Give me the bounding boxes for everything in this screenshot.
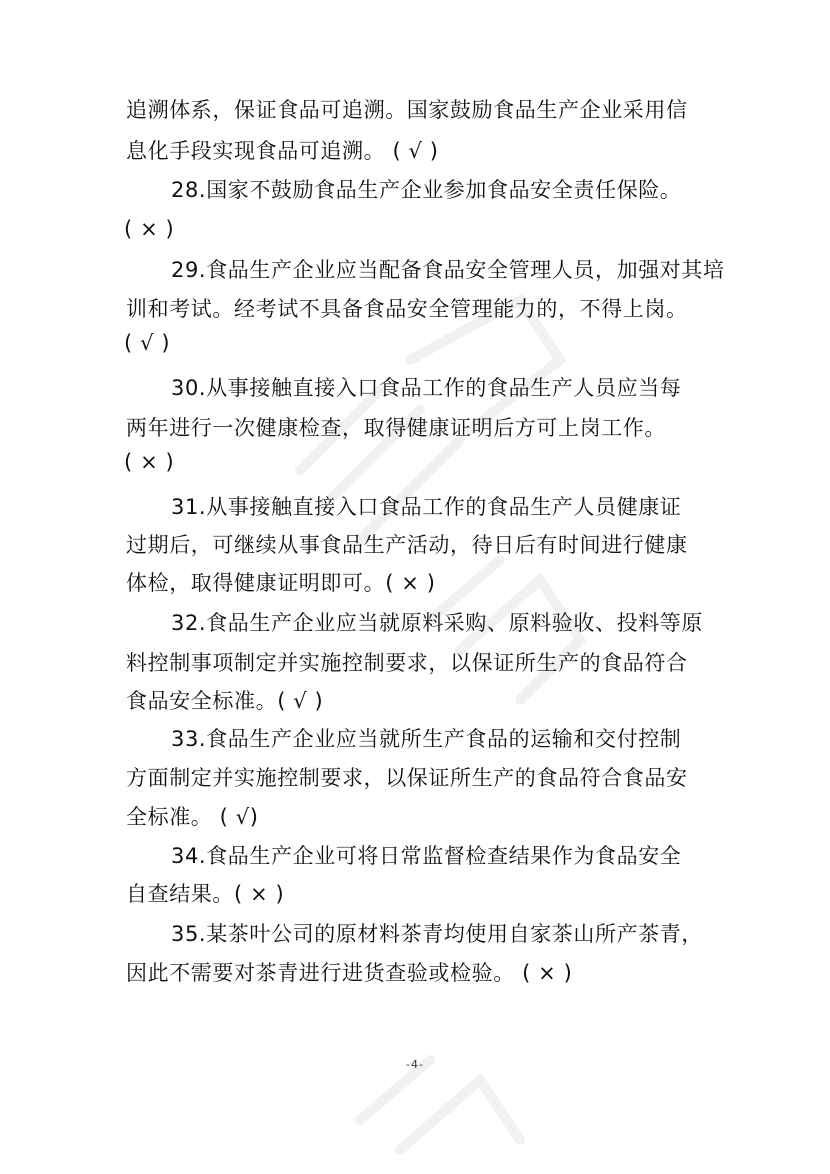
text-line: 自查结果。( × ) (126, 882, 285, 906)
text-line: 训和考试。经考试不具备食品安全管理能力的，不得上岗。 (126, 297, 688, 321)
text-line: 全标准。 ( √) (126, 805, 259, 829)
text-line: 追溯体系，保证食品可追溯。国家鼓励食品生产企业采用信 (126, 98, 688, 122)
question-33: 33.食品生产企业应当就所生产食品的运输和交付控制 (171, 727, 682, 751)
question-29: 29.食品生产企业应当配备食品安全管理人员，加强对其培 (171, 258, 725, 282)
question-31: 31.从事接触直接入口食品工作的食品生产人员健康证 (171, 495, 682, 519)
text-line: 食品安全标准。( √ ) (126, 689, 324, 713)
question-35: 35.某茶叶公司的原材料茶青均使用自家茶山所产茶青， (171, 922, 703, 946)
text-line: 方面制定并实施控制要求，以保证所生产的食品符合食品安 (126, 766, 688, 790)
text-line: 因此不需要对茶青进行进货查验或检验。 ( × ) (126, 961, 573, 985)
question-28: 28.国家不鼓励食品生产企业参加食品安全责任保险。 (171, 178, 682, 202)
page-number: -4- (406, 1058, 424, 1071)
answer-30: ( × ) (124, 450, 175, 474)
question-30: 30.从事接触直接入口食品工作的食品生产人员应当每 (171, 376, 682, 400)
text-line: 两年进行一次健康检查，取得健康证明后方可上岗工作。 (126, 416, 666, 440)
text-line: 过期后，可继续从事食品生产活动，待日后有时间进行健康 (126, 533, 688, 557)
text-line: 息化手段实现食品可追溯。 ( √ ) (126, 139, 439, 163)
text-line: 体检，取得健康证明即可。( × ) (126, 571, 436, 595)
question-34: 34.食品生产企业可将日常监督检查结果作为食品安全 (171, 844, 682, 868)
answer-29: ( √ ) (124, 331, 171, 355)
text-line: 料控制事项制定并实施控制要求，以保证所生产的食品符合 (126, 651, 688, 675)
question-32: 32.食品生产企业应当就原料采购、原料验收、投料等原 (171, 611, 703, 635)
answer-28: ( × ) (124, 217, 175, 241)
